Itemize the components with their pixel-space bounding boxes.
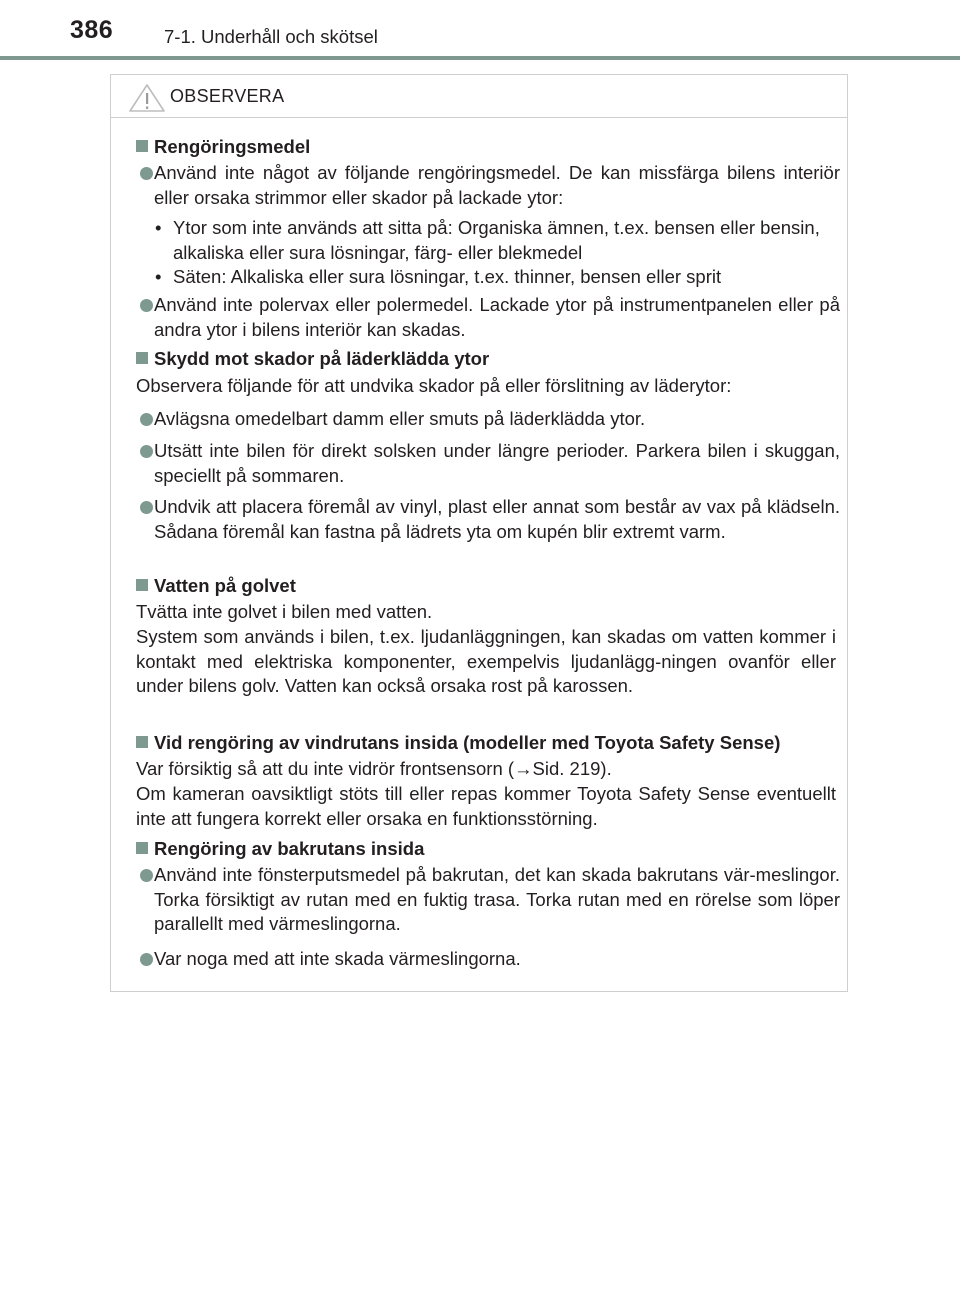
paragraph-text: Om kameran oavsiktligt stöts till eller repas kommer Toyota Safety Sense eventuellt inte att fungera korrekt eller orsaka en funktionsstörning.: [136, 783, 836, 829]
round-bullet-icon: [140, 501, 153, 514]
list-item-text: Avlägsna omedelbart damm eller smuts på läderklädda ytor.: [154, 408, 646, 429]
sub-list-item-text: Ytor som inte används att sitta på: Organiska ämnen, t.ex. bensen eller bensin, alkaliska eller sura lösningar, färg- eller blekmedel: [173, 217, 820, 263]
notice-box: [110, 74, 848, 992]
sub-list-item-text: Säten: Alkaliska eller sura lösningar, t.ex. thinner, bensen eller sprit: [173, 266, 722, 287]
paragraph-text: Tvätta inte golvet i bilen med vatten.: [136, 601, 433, 622]
notice-title: OBSERVERA: [170, 86, 285, 106]
section-heading-leather: [136, 347, 489, 372]
heading-text: Vatten på golvet: [154, 575, 296, 596]
list-item-text: Använd inte polervax eller polermedel. Lackade ytor på instrumentpanelen eller på andra ytor i bilens interiör kan skadas.: [154, 294, 840, 340]
paragraph: [136, 600, 836, 625]
list-item-text: Utsätt inte bilen för direkt solsken under längre perioder. Parkera bilen i skuggan, speciellt på sommaren.: [154, 440, 840, 486]
list-item: [136, 161, 840, 210]
list-item-text: Var noga med att inte skada värmeslingorna.: [154, 948, 521, 969]
paragraph-text: Observera följande för att undvika skador på eller förslitning av läderytor:: [136, 375, 732, 396]
page-header: [0, 0, 960, 60]
paragraph: [136, 782, 836, 831]
sub-list-item: [155, 265, 840, 290]
square-bullet-icon: [136, 579, 148, 591]
round-bullet-icon: [140, 299, 153, 312]
heading-text: Vid rengöring av vindrutans insida (modeller med Toyota Safety Sense): [154, 732, 781, 753]
list-item-text: Använd inte något av följande rengöringsmedel. De kan missfärga bilens interiör eller orsaka strimmor eller skador på lackade ytor:: [154, 162, 840, 208]
square-bullet-icon: [136, 352, 148, 364]
notice-header: [111, 75, 847, 118]
paragraph: [136, 757, 836, 782]
section-heading-windshield: [136, 731, 780, 756]
list-item: [136, 863, 840, 937]
list-item-text: Använd inte fönsterputsmedel på bakrutan, det kan skada bakrutans vär-meslingor. Torka försiktigt av rutan med en fuktig trasa. Torka rutan med en rörelse som löper parallellt med värmeslingorna.: [154, 864, 840, 934]
page-number: 386: [70, 16, 114, 44]
heading-text: Rengöringsmedel: [154, 136, 311, 157]
round-bullet-icon: [140, 445, 153, 458]
heading-text: Rengöring av bakrutans insida: [154, 838, 425, 859]
small-bullet-icon: •: [155, 217, 162, 238]
header-rule: [0, 56, 960, 60]
paragraph-text: Var försiktig så att du inte vidrör frontsensorn (→Sid. 219).: [136, 758, 612, 779]
round-bullet-icon: [140, 167, 153, 180]
small-bullet-icon: •: [155, 266, 162, 287]
heading-text: Skydd mot skador på läderklädda ytor: [154, 348, 490, 369]
paragraph-text: System som används i bilen, t.ex. ljudanläggningen, kan skadas om vatten kommer i kontakt med elektriska komponenter, exempelvis ljudanlägg-ningen ovanför eller under bilens golv. Vatten kan också orsaka rost på karossen.: [136, 626, 836, 696]
section-intro: [136, 374, 836, 399]
round-bullet-icon: [140, 413, 153, 426]
list-item: [136, 439, 840, 488]
section-heading-water-floor: [136, 574, 296, 599]
section-heading-rear-window: [136, 837, 424, 862]
round-bullet-icon: [140, 869, 153, 882]
sub-list-item: [155, 216, 840, 265]
square-bullet-icon: [136, 140, 148, 152]
section-title: 7-1. Underhåll och skötsel: [164, 26, 378, 47]
list-item-text: Undvik att placera föremål av vinyl, plast eller annat som består av vax på klädseln. Sådana föremål kan fastna på lädrets yta om kupén blir extremt varm.: [154, 496, 840, 542]
list-item: [136, 293, 840, 342]
list-item: [136, 495, 840, 544]
section-heading-cleaning-agents: [136, 135, 310, 160]
round-bullet-icon: [140, 953, 153, 966]
list-item: [136, 947, 840, 972]
list-item: [136, 407, 840, 432]
square-bullet-icon: [136, 842, 148, 854]
warning-triangle-icon: [128, 83, 166, 113]
square-bullet-icon: [136, 736, 148, 748]
paragraph: [136, 625, 836, 699]
